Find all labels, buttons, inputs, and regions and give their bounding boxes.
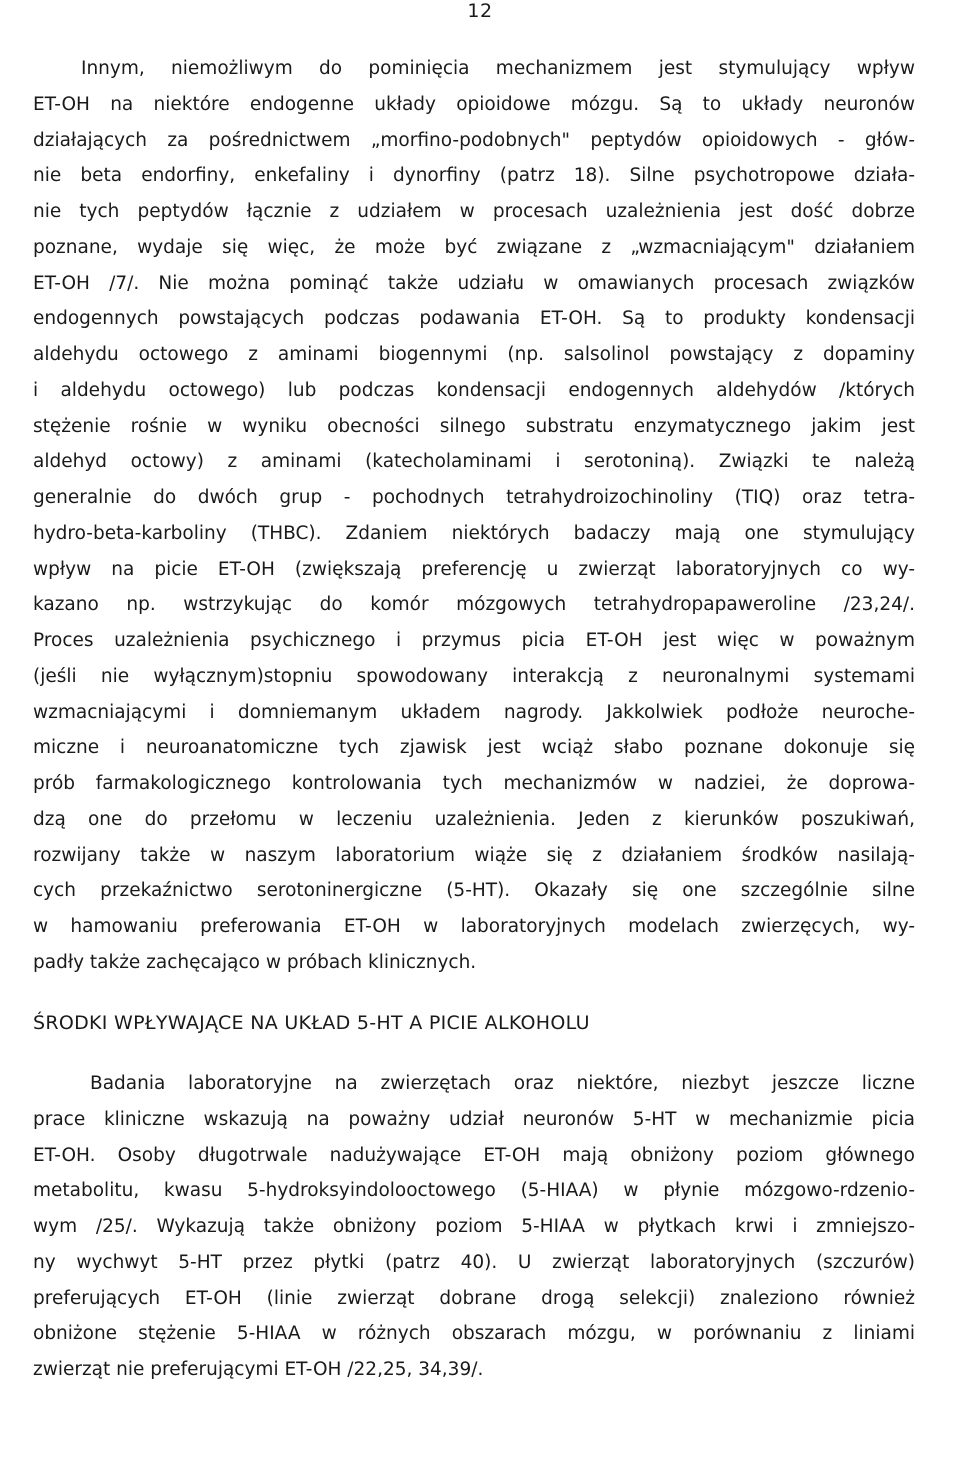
text-line: ET-OH. Osoby długotrwale nadużywające ET-OH mają obniżony poziom głównego [33,1144,915,1166]
page-number: 12 [467,0,493,22]
text-line: działających za pośrednictwem „morfino-podobnych" peptydów opioidowych - głów- [33,129,915,151]
text-line: nie beta endorfiny, enkefaliny i dynorfiny (patrz 18). Silne psychotropowe działa- [33,165,915,187]
text-line: metabolitu, kwasu 5-hydroksyindolooctowego (5-HIAA) w płynie mózgowo-rdzenio- [33,1180,915,1202]
text-line: miczne i neuroanatomiczne tych zjawisk jest wciąż słabo poznane dokonuje się [33,737,915,759]
text-line: aldehyd octowy) z aminami (katecholaminami i serotoniną). Związki te należą [33,451,915,473]
text-line: Badania laboratoryjne na zwierzętach oraz niektóre, niezbyt jeszcze liczne [90,1073,915,1094]
text-line: dzą one do przełomu w leczeniu uzależnienia. Jeden z kierunków poszukiwań, [33,808,915,830]
text-line: cych przekaźnictwo serotoninergiczne (5-HT). Okazały się one szczególnie silne [33,880,915,902]
text-line: Proces uzależnienia psychicznego i przymus picia ET-OH jest więc w poważnym [33,630,915,651]
text-line: preferujących ET-OH (linie zwierząt dobrane drogą selekcji) znaleziono również [33,1287,915,1309]
text-line: w hamowaniu preferowania ET-OH w laboratoryjnych modelach zwierzęcych, wy- [33,916,915,937]
text-line: ET-OH /7/. Nie można pominąć także udziału w omawianych procesach związków [33,272,915,294]
text-line: ET-OH na niektóre endogenne układy opioidowe mózgu. Są to układy neuronów [33,93,915,115]
text-line: poznane, wydaje się więc, że może być związane z „wzmacniającym" działaniem [33,236,915,258]
text-line: prób farmakologicznego kontrolowania tych mechanizmów w nadziei, że doprowa- [33,773,915,794]
text-line: padły także zachęcająco w próbach klinicznych. [33,951,477,973]
text-line: endogennych powstających podczas podawania ET-OH. Są to produkty kondensacji [33,308,915,330]
text-line: (jeśli nie wyłącznym)stopniu spowodowany interakcją z neuronalnymi systemami [33,665,915,687]
body-paragraph-2 [33,1066,915,1388]
text-line: prace kliniczne wskazują na poważny udział neuronów 5-HT w mechanizmie picia [33,1108,915,1130]
text-line: aldehydu octowego z aminami biogennymi (np. salsolinol powstający z dopaminy [33,344,915,365]
text-line: rozwijany także w naszym laboratorium wiąże się z działaniem środków nasilają- [33,844,915,866]
text-line: obniżone stężenie 5-HIAA w różnych obszarach mózgu, w porównaniu z liniami [33,1323,915,1345]
text-line: Innym, niemożliwym do pominięcia mechanizmem jest stymulujący wpływ [81,58,915,79]
text-line: nie tych peptydów łącznie z udziałem w procesach uzależnienia jest dość dobrze [33,201,915,222]
text-line: kazano np. wstrzykując do komór mózgowych tetrahydropapaweroline /23,24/. [33,594,915,616]
text-line: ny wychwyt 5-HT przez płytki (patrz 40). U zwierząt laboratoryjnych (szczurów) [33,1251,915,1273]
text-line: hydro-beta-karboliny (THBC). Zdaniem niektórych badaczy mają one stymulujący [33,522,915,544]
text-line: wzmacniającymi i domniemanym układem nagrody. Jakkolwiek podłoże neuroche- [33,701,915,723]
body-paragraph-1 [33,51,915,981]
text-line: i aldehydu octowego) lub podczas kondensacji endogennych aldehydów /których [33,379,915,401]
section-heading: ŚRODKI WPŁYWAJĄCE NA UKŁAD 5-HT A PICIE ALKOHOLU [33,1012,590,1034]
text-line: generalnie do dwóch grup - pochodnych tetrahydroizochinoliny (TIQ) oraz tetra- [33,487,915,508]
text-line: wym /25/. Wykazują także obniżony poziom 5-HIAA w płytkach krwi i zmniejszo- [33,1216,915,1237]
text-line: wpływ na picie ET-OH (zwiększają preferencję u zwierząt laboratoryjnych co wy- [33,558,915,580]
text-line: zwierząt nie preferującymi ET-OH /22,25, 34,39/. [33,1359,484,1380]
text-line: stężenie rośnie w wyniku obecności silnego substratu enzymatycznego jakim jest [33,415,915,437]
